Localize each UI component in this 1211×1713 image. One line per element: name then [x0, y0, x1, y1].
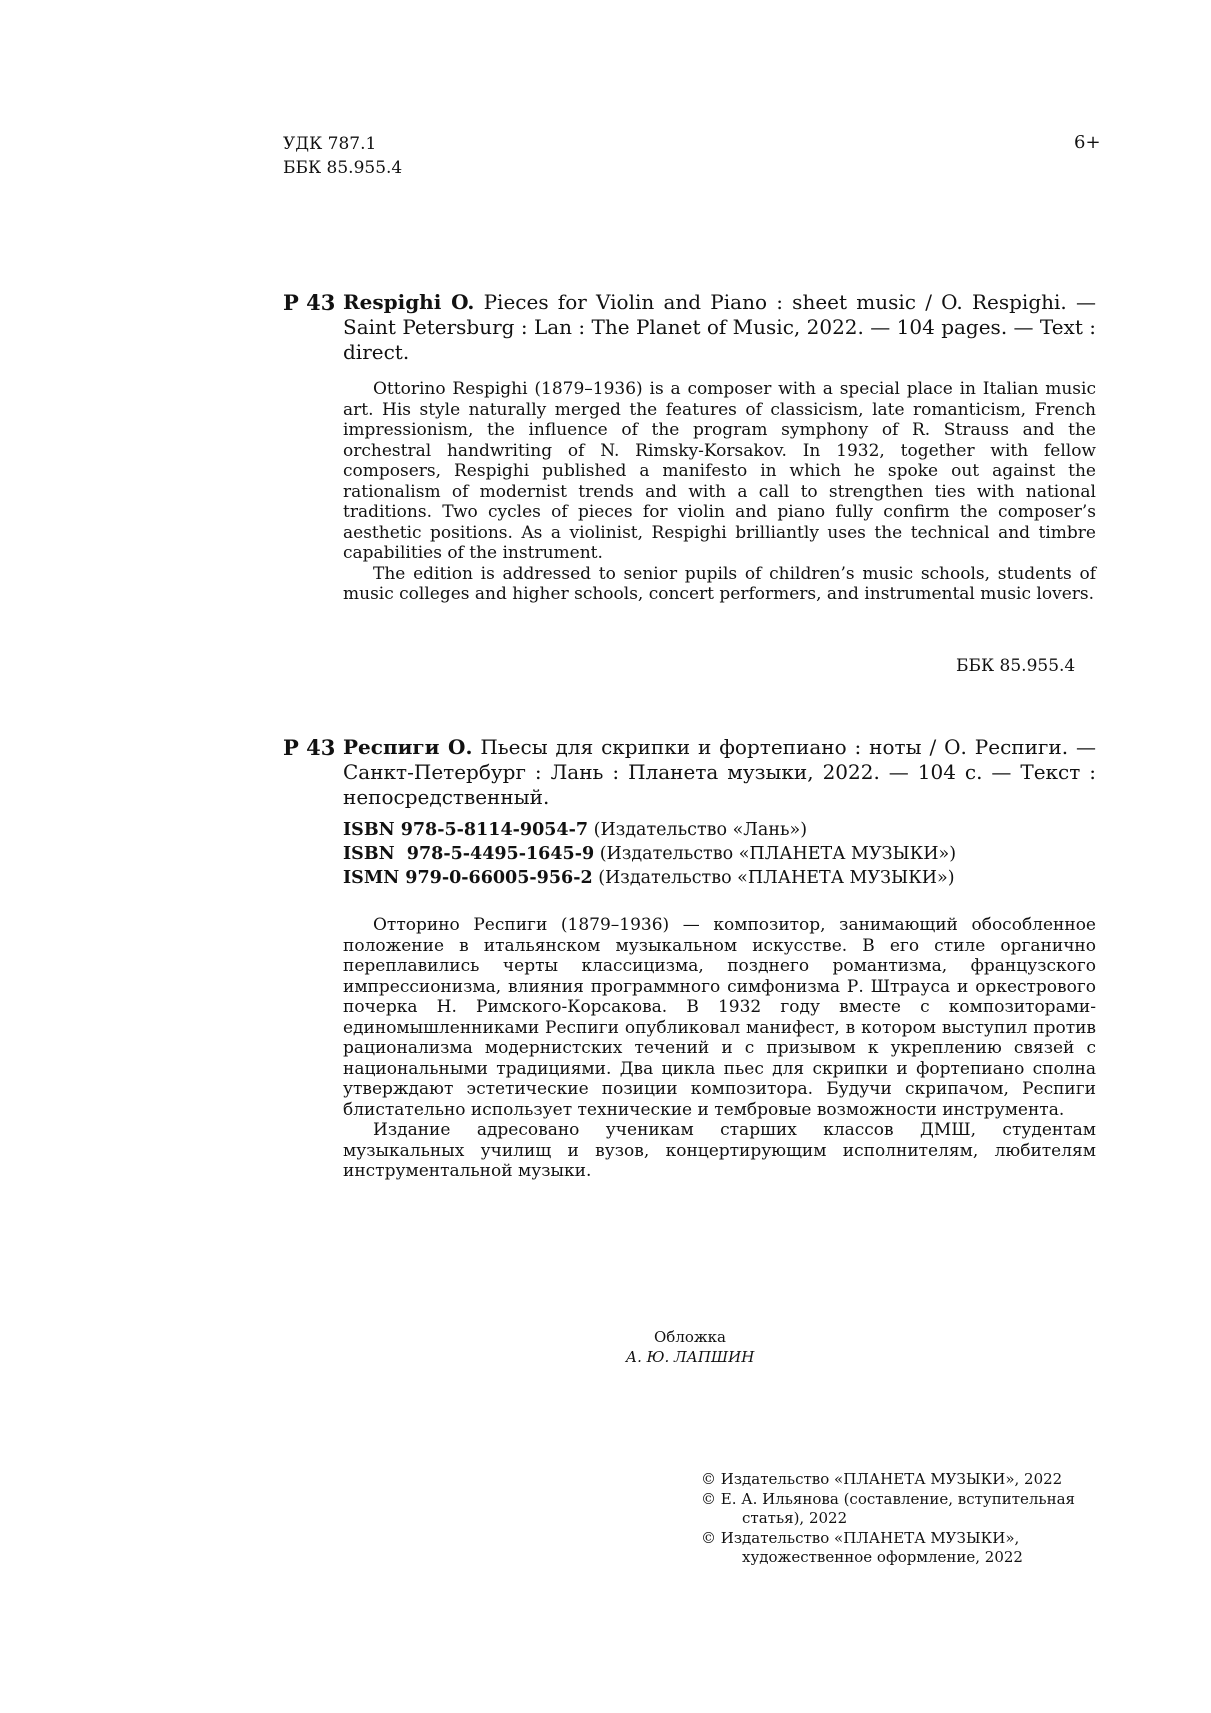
isbn-line — [343, 818, 1103, 842]
english-paragraph-2: The edition is addressed to senior pupils of children’s music schools, students of music colleges and higher schools, concert performers, and instrumental music lovers. — [343, 563, 1096, 604]
age-rating: 6+ — [1074, 132, 1101, 153]
isbn-publisher: (Издательство «ПЛАНЕТА МУЗЫКИ») — [599, 844, 957, 864]
copyright-line: © Е. А. Ильянова (составление, вступительная — [701, 1489, 1075, 1508]
english-paragraph-1: Ottorino Respighi (1879–1936) is a composer with a special place in Italian music art. His style naturally merged the features of classicism, late romanticism, French impressionism, the influence of the program symphony of R. Strauss and the orchestral handwriting of N. Rimsky-Korsakov. In 1932, together with fellow composers, Respighi published a manifesto in which he spoke out against the rationalism of modernist trends and with a call to strengthen ties with national traditions. Two cycles of pieces for violin and piano fully confirm the composer’s aesthetic positions. As a violinist, Respighi brilliantly uses the technical and timbre capabilities of the instrument. — [343, 379, 1096, 563]
ismn-number: ISMN 979-0-66005-956-2 — [343, 868, 593, 888]
isbn-number: ISBN 978-5-4495-1645-9 — [343, 844, 595, 864]
russian-paragraph-2: Издание адресовано ученикам старших классов ДМШ, студентам музыкальных училищ и вузов, концертирующим исполнителям, любителям инструментальной музыки. — [343, 1120, 1096, 1181]
isbn-publisher: (Издательство «Лань») — [593, 820, 808, 840]
english-bbk: ББК 85.955.4 — [956, 656, 1076, 676]
udk-code: УДК 787.1 — [283, 134, 377, 154]
russian-author-code: Р 43 — [283, 735, 336, 760]
isbn-number: ISBN 978-5-8114-9054-7 — [343, 820, 589, 840]
copyright-line: © Издательство «ПЛАНЕТА МУЗЫКИ», — [701, 1528, 1020, 1547]
english-annotation — [343, 379, 1096, 605]
copyright-line: © Издательство «ПЛАНЕТА МУЗЫКИ», 2022 — [701, 1470, 1063, 1488]
isbn-list — [343, 818, 1103, 890]
russian-description: Пьесы для скрипки и фортепиано : ноты / О. Респиги. — Санкт-Петербург : Лань : Планета музыки, 2022. — 104 с. — Текст : непосредственный. — [343, 735, 1097, 809]
english-author-code: Р 43 — [283, 290, 336, 315]
russian-paragraph-1: Отторино Респиги (1879–1936) — композитор, занимающий обособленное положение в итальянском музыкальном искусстве. В его стиле органично переплавились черты классицизма, позднего романтизма, французского импрессионизма, влияния программного симфонизма Р. Штрауса и оркестрового почерка Н. Римского-Корсакова. В 1932 году вместе с композиторами-единомышленниками Респиги опубликовал манифест, в котором выступил против рационализма модернистских течений и с призывом к укреплению связей с национальными традициями. Два цикла пьес для скрипки и фортепиано сполна утверждают эстетические позиции композитора. Будучи скрипачом, Респиги блистательно использует технические и тембровые возможности инструмента. — [343, 915, 1096, 1120]
copyright-line: статья), 2022 — [742, 1509, 848, 1527]
russian-annotation — [343, 915, 1096, 1182]
russian-author: Респиги О. — [343, 735, 473, 759]
isbn-line — [343, 866, 1103, 890]
cover-label: Обложка — [653, 1328, 726, 1346]
english-author: Respighi O. — [343, 290, 475, 314]
cover-credit — [555, 1327, 825, 1367]
cover-designer: А. Ю. ЛАПШИН — [625, 1348, 755, 1366]
isbn-line — [343, 842, 1103, 866]
english-description: Pieces for Violin and Piano : sheet music / O. Respighi. — Saint Petersburg : Lan : The Planet of Music, 2022. — 104 pages. — Text : direct. — [343, 290, 1096, 364]
russian-bibliographic-entry — [343, 735, 1096, 810]
bbk-code: ББК 85.955.4 — [283, 158, 403, 178]
english-bibliographic-entry — [343, 290, 1096, 365]
copyright-block — [701, 1470, 1101, 1568]
classification-block — [283, 132, 402, 180]
copyright-line: художественное оформление, 2022 — [742, 1548, 1023, 1566]
isbn-publisher: (Издательство «ПЛАНЕТА МУЗЫКИ») — [598, 868, 955, 888]
